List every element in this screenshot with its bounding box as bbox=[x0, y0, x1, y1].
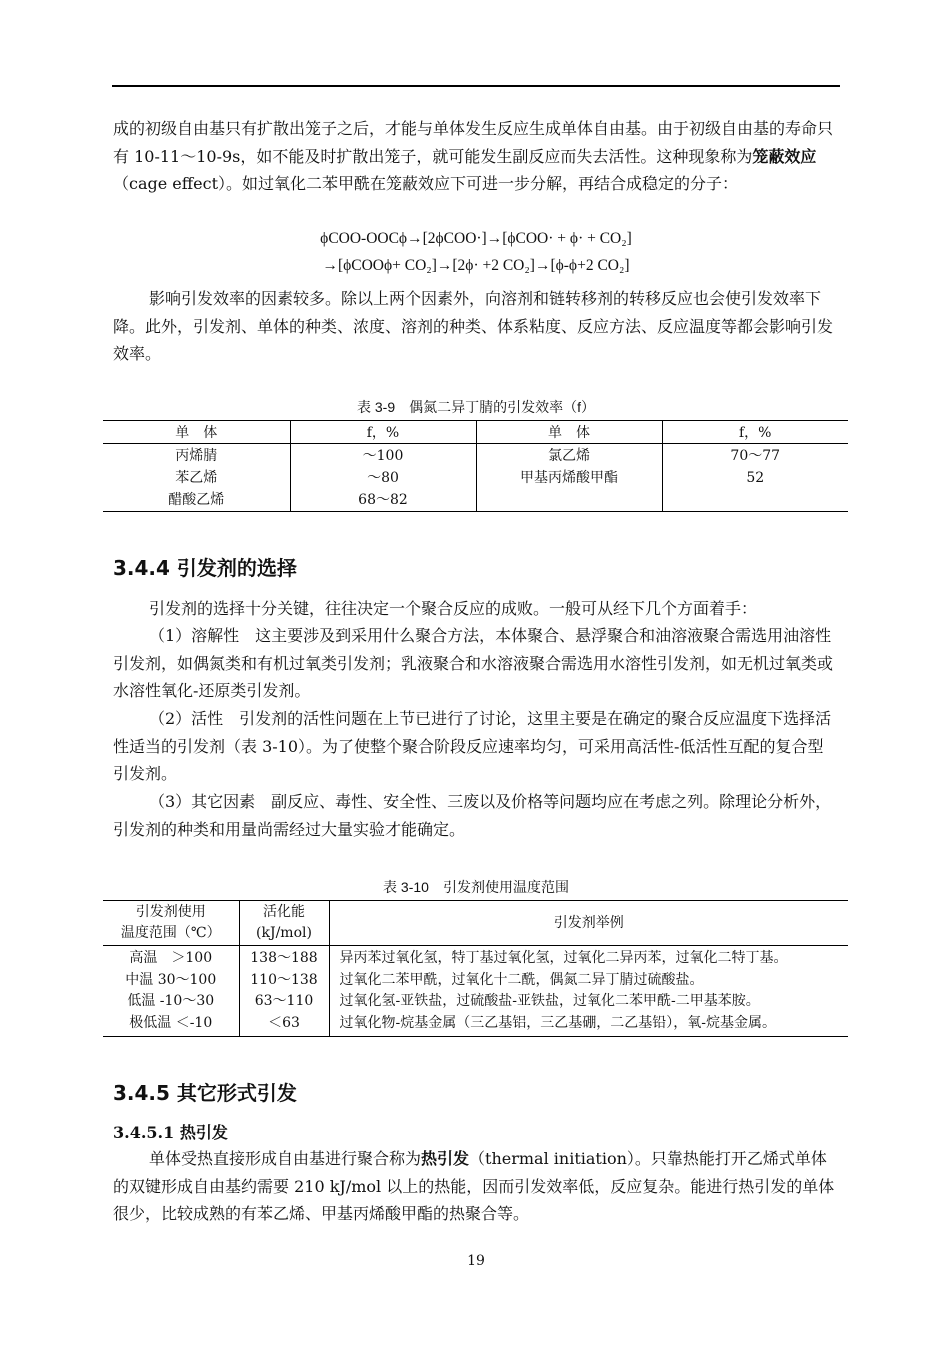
table-3-10 bbox=[103, 900, 848, 1037]
table-body-row bbox=[103, 946, 848, 1037]
term-thermal-initiation: 热引发 bbox=[421, 1149, 470, 1168]
paragraph-efficiency-factors: 影响引发效率的因素较多。除以上两个因素外，向溶剂和链转移剂的转移反应也会使引发效率下降。此外，引发剂、单体的种类、浓度、溶剂的种类、体系粘度、反应方法、反应温度等都会影响引发效率。 bbox=[113, 289, 834, 363]
header-activation-energy: 活化能 (kJ/mol) bbox=[239, 901, 329, 946]
header-rule bbox=[112, 85, 840, 87]
paragraph-cage-effect: 成的初级自由基只有扩散出笼子之后，才能与单体发生反应生成单体自由基。由于初级自由基的寿命只有 10-11～10-9s，如不能及时扩散出笼子，就可能发生副反应而失去活性。这种现象称为笼蔽效应（cage effect）。如过氧化二苯甲酰在笼蔽效应下可进一步分解，再结合成稳定的分子： bbox=[113, 119, 834, 193]
page-number: 19 bbox=[467, 1253, 485, 1269]
table-cell: 氯乙烯 甲基丙烯酸甲酯 bbox=[476, 444, 662, 512]
header-f-percent: f，% bbox=[290, 421, 476, 444]
table-cell: 丙烯腈 苯乙烯 醋酸乙烯 bbox=[168, 448, 225, 508]
table-3-10-caption: 表 3-10 引发剂使用温度范围 bbox=[383, 879, 569, 895]
paragraph-activity: （2）活性 引发剂的活性问题在上节已进行了讨论，这里主要是在确定的聚合反应温度下选择活性适当的引发剂（表 3-10）。为了使整个聚合阶段反应速率均匀，可采用高活性-低活性互配的复合型引发剂。 bbox=[113, 709, 832, 783]
header-initiator-examples: 引发剂举例 bbox=[329, 901, 848, 946]
header-f-percent-2: f，% bbox=[662, 421, 848, 444]
table-cell: ～100 ～80 68～82 bbox=[290, 444, 476, 512]
header-temp-range: 引发剂使用 温度范围（℃） bbox=[103, 901, 239, 946]
equation-line-1: ϕCOO-OOCϕ→[2ϕCOO·]→[ϕCOO· + ϕ· + CO₂] bbox=[320, 230, 632, 247]
paragraph-initiator-selection: 引发剂的选择十分关键，往往决定一个聚合反应的成败。一般可从经下几个方面着手： bbox=[149, 599, 758, 618]
table-body-row bbox=[103, 444, 848, 512]
paragraph-other-factors: （3）其它因素 副反应、毒性、安全性、三废以及价格等问题均应在考虑之列。除理论分析外，引发剂的种类和用量尚需经过大量实验才能确定。 bbox=[113, 792, 832, 839]
table-header-row bbox=[103, 421, 848, 444]
table-header-row bbox=[103, 901, 848, 946]
header-monomer: 单 体 bbox=[103, 421, 290, 444]
section-heading-3-4-5: 3.4.5 其它形式引发 bbox=[113, 1081, 297, 1105]
header-monomer-2: 单 体 bbox=[476, 421, 662, 444]
paragraph-thermal-initiation: 单体受热直接形成自由基进行聚合称为热引发（thermal initiation）。只靠热能打开乙烯式单体的双键形成自由基约需要 210 kJ/mol 以上的热能，因而引发效率低，反应复杂。能进行热引发的单体很少，比较成熟的有苯乙烯、甲基丙烯酸甲酯的热聚合等。 bbox=[113, 1149, 835, 1223]
equation-line-2: →[ϕCOOϕ+ CO₂]→[2ϕ· +2 CO₂]→[ϕ-ϕ+2 CO₂] bbox=[322, 257, 630, 274]
term-cage-effect: 笼蔽效应 bbox=[752, 146, 817, 166]
table-cell: 高温 ＞100 中温 30～100 低温 -10～30 极低温 ＜-10 bbox=[125, 950, 217, 1031]
table-cell: 70～77 52 bbox=[662, 444, 848, 512]
table-3-9-caption: 表 3-9 偶氮二异丁腈的引发效率（f） bbox=[356, 399, 595, 415]
table-3-9 bbox=[103, 420, 848, 512]
subsection-heading-3-4-5-1: 3.4.5.1 热引发 bbox=[113, 1123, 228, 1142]
table-cell: 138～188 110～138 63～110 ＜63 bbox=[239, 946, 329, 1037]
section-heading-3-4-4: 3.4.4 引发剂的选择 bbox=[113, 556, 297, 580]
table-cell: 异丙苯过氧化氢，特丁基过氧化氢，过氧化二异丙苯，过氧化二特丁基。 过氧化二苯甲酰，过氧化十二酰，偶氮二异丁腈过硫酸盐。 过氧化氢-亚铁盐，过硫酸盐-亚铁盐，过氧化二苯甲酰-二甲基苯胺。 过氧化物-烷基金属（三乙基铝，三乙基硼，二乙基铅），氧-烷基金属。 bbox=[329, 946, 848, 1037]
paragraph-solubility: （1）溶解性 这主要涉及到采用什么聚合方法，本体聚合、悬浮聚合和油溶液聚合需选用油溶性引发剂，如偶氮类和有机过氧类引发剂；乳液聚合和水溶液聚合需选用水溶性引发剂，如无机过氧类或水溶性氧化-还原类引发剂。 bbox=[113, 626, 834, 700]
